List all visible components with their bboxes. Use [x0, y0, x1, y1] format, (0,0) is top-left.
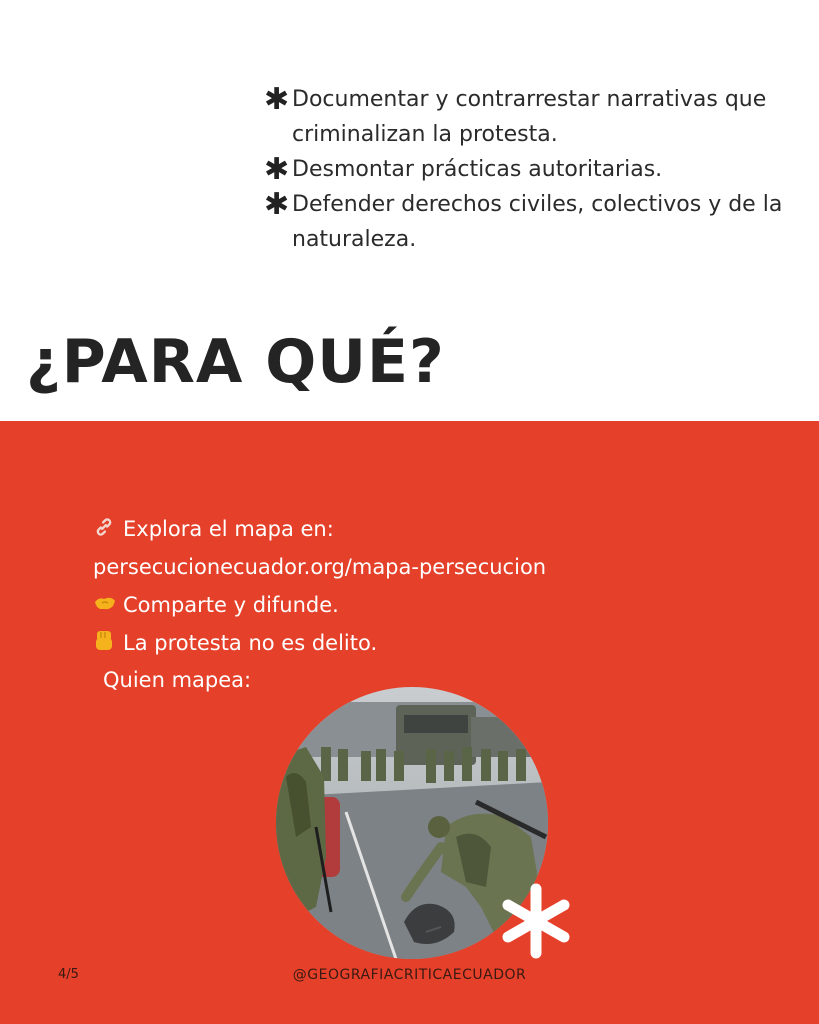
- objectives-list: [264, 82, 794, 257]
- map-url-link[interactable]: [93, 548, 793, 586]
- map-url[interactable]: persecucionecuador.org/mapa-persecucion: [93, 555, 547, 579]
- social-handle: @GEOGRAFIACRITICAECUADOR: [292, 967, 527, 983]
- protest-label: La protesta no es delito.: [123, 631, 378, 655]
- objective-item: [264, 82, 794, 152]
- share-label: Comparte y difunde.: [123, 593, 339, 617]
- objective-item: [264, 152, 794, 187]
- asterisk-bullet-icon: ✱: [264, 187, 290, 222]
- objective-text: Desmontar prácticas autoritarias.: [292, 157, 663, 182]
- page-indicator: 4/5: [58, 967, 79, 982]
- explore-label: Explora el mapa en:: [123, 517, 334, 541]
- asterisk-bullet-icon: ✱: [264, 152, 290, 187]
- who-maps-label: Quien mapea:: [103, 668, 252, 692]
- asterisk-icon: [496, 881, 576, 961]
- link-icon: [93, 516, 123, 543]
- asterisk-bullet-icon: ✱: [264, 82, 290, 117]
- objective-item: [264, 187, 794, 257]
- call-to-action: [93, 510, 793, 696]
- explore-line: [93, 510, 793, 548]
- share-line: [93, 586, 793, 624]
- raised-fist-icon: [93, 629, 123, 658]
- protest-line: [93, 624, 793, 662]
- objective-text: Documentar y contrarrestar narrativas que criminalizan la protesta.: [292, 87, 767, 147]
- handshake-icon: [93, 594, 123, 617]
- page-title: ¿PARA QUÉ?: [26, 327, 445, 397]
- objective-text: Defender derechos civiles, colectivos y de la naturaleza.: [292, 192, 783, 252]
